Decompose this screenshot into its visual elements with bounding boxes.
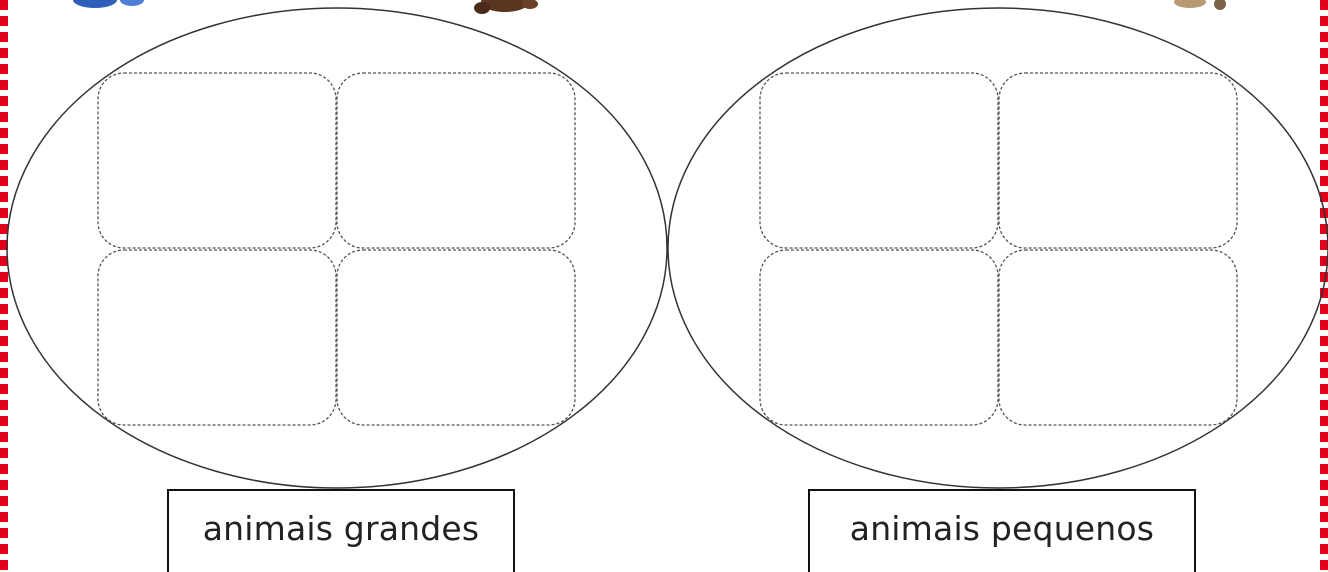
group-label-big-animals: animais grandes — [202, 509, 480, 548]
animal-picture-icon — [474, 0, 538, 14]
label-box-small-animals — [808, 489, 1196, 572]
group-small-animals — [668, 8, 1328, 488]
drop-slot[interactable] — [98, 73, 336, 248]
drop-slot[interactable] — [337, 250, 575, 425]
drop-slot[interactable] — [760, 73, 998, 248]
animal-picture-icon — [73, 0, 144, 8]
label-box-big-animals — [167, 489, 515, 572]
drop-slot[interactable] — [98, 250, 336, 425]
drop-slot[interactable] — [999, 73, 1237, 248]
group-big-animals — [7, 8, 667, 488]
group-label-small-animals: animais pequenos — [849, 509, 1155, 548]
animal-picture-icon — [1174, 0, 1226, 10]
drop-slot[interactable] — [760, 250, 998, 425]
drop-slot[interactable] — [999, 250, 1237, 425]
drop-slot[interactable] — [337, 73, 575, 248]
